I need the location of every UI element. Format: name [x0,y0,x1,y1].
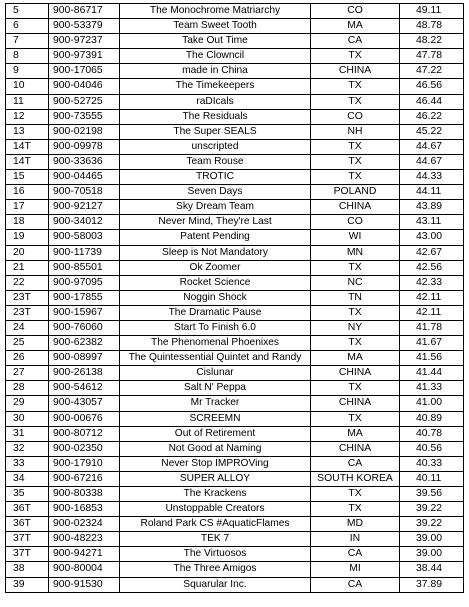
score-cell: 37.89 [400,577,464,592]
team-name-cell: unscripted [120,139,311,154]
team-name-cell: The Dramatic Pause [120,305,311,320]
location-cell: TX [311,411,400,426]
team-name-cell: The Three Amigos [120,562,311,577]
location-cell: TX [311,381,400,396]
location-cell: TX [311,170,400,185]
table-row [6,245,464,260]
location-cell: MD [311,517,400,532]
table-row [6,290,464,305]
location-cell: CHINA [311,366,400,381]
rank-cell: 13 [6,124,49,139]
score-cell: 41.44 [400,366,464,381]
team-id-cell: 900-91530 [49,577,120,592]
score-cell: 39.22 [400,502,464,517]
score-cell: 39.00 [400,547,464,562]
rank-cell: 17 [6,200,49,215]
team-id-cell: 900-17910 [49,456,120,471]
table-row [6,230,464,245]
team-name-cell: Squarular Inc. [120,577,311,592]
table-row [6,49,464,64]
team-name-cell: Unstoppable Creators [120,502,311,517]
team-name-cell: The Virtuosos [120,547,311,562]
team-id-cell: 900-94271 [49,547,120,562]
team-name-cell: made in China [120,64,311,79]
score-cell: 49.11 [400,4,464,19]
rank-cell: 14T [6,139,49,154]
table-row [6,487,464,502]
table-row [6,109,464,124]
score-cell: 43.89 [400,200,464,215]
location-cell: TX [311,487,400,502]
team-id-cell: 900-26138 [49,366,120,381]
table-row [6,200,464,215]
team-name-cell: Sky Dream Team [120,200,311,215]
team-id-cell: 900-58003 [49,230,120,245]
table-row [6,139,464,154]
team-name-cell: Out of Retirement [120,426,311,441]
rank-cell: 30 [6,411,49,426]
score-cell: 42.33 [400,275,464,290]
rank-cell: 15 [6,170,49,185]
score-cell: 41.78 [400,320,464,335]
rank-cell: 20 [6,245,49,260]
table-row [6,185,464,200]
table-row [6,320,464,335]
team-name-cell: Not Good at Naming [120,441,311,456]
rank-cell: 10 [6,79,49,94]
team-id-cell: 900-04465 [49,170,120,185]
team-name-cell: The Clowncil [120,49,311,64]
score-cell: 42.67 [400,245,464,260]
table-row [6,411,464,426]
table-row [6,215,464,230]
team-name-cell: Noggin Shock [120,290,311,305]
table-row [6,305,464,320]
team-id-cell: 900-17855 [49,290,120,305]
location-cell: TX [311,305,400,320]
location-cell: TX [311,139,400,154]
location-cell: SOUTH KOREA [311,471,400,486]
team-id-cell: 900-67216 [49,471,120,486]
score-cell: 47.22 [400,64,464,79]
table-row [6,4,464,19]
table-row [6,562,464,577]
table-row [6,34,464,49]
score-cell: 40.11 [400,471,464,486]
score-cell: 42.11 [400,290,464,305]
score-cell: 45.22 [400,124,464,139]
team-name-cell: Ok Zoomer [120,260,311,275]
location-cell: CHINA [311,200,400,215]
table-row [6,381,464,396]
team-name-cell: SCREEMN [120,411,311,426]
rank-cell: 32 [6,441,49,456]
team-id-cell: 900-62382 [49,336,120,351]
location-cell: CA [311,34,400,49]
location-cell: MI [311,562,400,577]
rank-cell: 27 [6,366,49,381]
results-table-body [6,4,464,593]
rank-cell: 21 [6,260,49,275]
score-cell: 39.00 [400,532,464,547]
team-name-cell: The Residuals [120,109,311,124]
rank-cell: 22 [6,275,49,290]
score-cell: 39.22 [400,517,464,532]
location-cell: IN [311,532,400,547]
team-name-cell: TEK 7 [120,532,311,547]
team-id-cell: 900-97391 [49,49,120,64]
rank-cell: 33 [6,456,49,471]
rank-cell: 36T [6,517,49,532]
team-id-cell: 900-92127 [49,200,120,215]
rank-cell: 37T [6,547,49,562]
team-id-cell: 900-04046 [49,79,120,94]
location-cell: CA [311,577,400,592]
team-id-cell: 900-02198 [49,124,120,139]
location-cell: CHINA [311,64,400,79]
rank-cell: 36T [6,502,49,517]
rank-cell: 9 [6,64,49,79]
location-cell: CHINA [311,441,400,456]
location-cell: CO [311,4,400,19]
team-name-cell: Never Stop IMPROVing [120,456,311,471]
team-id-cell: 900-08997 [49,351,120,366]
score-cell: 40.89 [400,411,464,426]
team-name-cell: Team Rouse [120,154,311,169]
table-row [6,532,464,547]
table-row [6,396,464,411]
team-name-cell: The Phenomenal Phoenixes [120,336,311,351]
score-cell: 48.78 [400,19,464,34]
table-row [6,426,464,441]
score-cell: 44.67 [400,139,464,154]
score-cell: 46.22 [400,109,464,124]
table-row [6,154,464,169]
table-row [6,577,464,592]
rank-cell: 39 [6,577,49,592]
team-id-cell: 900-02350 [49,441,120,456]
score-cell: 41.56 [400,351,464,366]
team-name-cell: Team Sweet Tooth [120,19,311,34]
location-cell: TN [311,290,400,305]
table-row [6,502,464,517]
table-row [6,366,464,381]
score-cell: 38.44 [400,562,464,577]
table-row [6,336,464,351]
location-cell: TX [311,79,400,94]
team-name-cell: The Krackens [120,487,311,502]
rank-cell: 38 [6,562,49,577]
rank-cell: 29 [6,396,49,411]
rank-cell: 16 [6,185,49,200]
table-row [6,351,464,366]
score-cell: 41.33 [400,381,464,396]
rank-cell: 37T [6,532,49,547]
team-id-cell: 900-00676 [49,411,120,426]
score-cell: 41.00 [400,396,464,411]
table-row [6,441,464,456]
table-row [6,275,464,290]
table-row [6,547,464,562]
score-cell: 40.56 [400,441,464,456]
team-id-cell: 900-15967 [49,305,120,320]
table-row [6,456,464,471]
team-id-cell: 900-85501 [49,260,120,275]
rank-cell: 23T [6,305,49,320]
score-cell: 40.78 [400,426,464,441]
score-cell: 41.67 [400,336,464,351]
team-id-cell: 900-80338 [49,487,120,502]
score-cell: 43.00 [400,230,464,245]
rank-cell: 24 [6,320,49,335]
team-id-cell: 900-11739 [49,245,120,260]
team-name-cell: Sleep is Not Mandatory [120,245,311,260]
team-id-cell: 900-73555 [49,109,120,124]
team-id-cell: 900-54612 [49,381,120,396]
team-name-cell: Start To Finish 6.0 [120,320,311,335]
team-name-cell: Mr Tracker [120,396,311,411]
rank-cell: 8 [6,49,49,64]
rank-cell: 14T [6,154,49,169]
rank-cell: 11 [6,94,49,109]
score-cell: 48.22 [400,34,464,49]
location-cell: CHINA [311,396,400,411]
rank-cell: 34 [6,471,49,486]
team-id-cell: 900-17065 [49,64,120,79]
team-id-cell: 900-80712 [49,426,120,441]
table-row [6,170,464,185]
table-row [6,260,464,275]
location-cell: CA [311,547,400,562]
rank-cell: 6 [6,19,49,34]
location-cell: TX [311,154,400,169]
team-name-cell: Salt N' Peppa [120,381,311,396]
score-cell: 40.33 [400,456,464,471]
team-name-cell: SUPER ALLOY [120,471,311,486]
team-name-cell: The Quintessential Quintet and Randy [120,351,311,366]
location-cell: MN [311,245,400,260]
team-id-cell: 900-80004 [49,562,120,577]
rank-cell: 18 [6,215,49,230]
score-cell: 44.11 [400,185,464,200]
location-cell: CA [311,456,400,471]
team-name-cell: The Monochrome Matriarchy [120,4,311,19]
team-name-cell: Rocket Science [120,275,311,290]
rank-cell: 31 [6,426,49,441]
team-name-cell: Cislunar [120,366,311,381]
team-id-cell: 900-52725 [49,94,120,109]
location-cell: MA [311,19,400,34]
team-id-cell: 900-76060 [49,320,120,335]
team-id-cell: 900-97095 [49,275,120,290]
rank-cell: 28 [6,381,49,396]
team-id-cell: 900-33636 [49,154,120,169]
team-name-cell: Seven Days [120,185,311,200]
rank-cell: 23T [6,290,49,305]
team-name-cell: The Timekeepers [120,79,311,94]
rank-cell: 5 [6,4,49,19]
location-cell: POLAND [311,185,400,200]
location-cell: MA [311,426,400,441]
team-id-cell: 900-53379 [49,19,120,34]
score-cell: 46.44 [400,94,464,109]
location-cell: NH [311,124,400,139]
rank-cell: 35 [6,487,49,502]
rank-cell: 25 [6,336,49,351]
team-id-cell: 900-97237 [49,34,120,49]
score-cell: 46.56 [400,79,464,94]
table-row [6,124,464,139]
score-cell: 39.56 [400,487,464,502]
team-id-cell: 900-34012 [49,215,120,230]
team-id-cell: 900-48223 [49,532,120,547]
rank-cell: 7 [6,34,49,49]
location-cell: CO [311,109,400,124]
team-name-cell: Never Mind, They're Last [120,215,311,230]
rank-cell: 19 [6,230,49,245]
rank-cell: 26 [6,351,49,366]
team-id-cell: 900-43057 [49,396,120,411]
location-cell: TX [311,502,400,517]
team-id-cell: 900-70518 [49,185,120,200]
team-id-cell: 900-09978 [49,139,120,154]
results-sheet [5,3,464,593]
results-table [5,3,464,593]
table-row [6,19,464,34]
score-cell: 44.67 [400,154,464,169]
table-row [6,64,464,79]
location-cell: TX [311,336,400,351]
team-id-cell: 900-86717 [49,4,120,19]
score-cell: 47.78 [400,49,464,64]
location-cell: TX [311,94,400,109]
rank-cell: 12 [6,109,49,124]
team-id-cell: 900-16853 [49,502,120,517]
team-name-cell: Take Out Time [120,34,311,49]
location-cell: TX [311,49,400,64]
score-cell: 43.11 [400,215,464,230]
table-row [6,79,464,94]
table-row [6,517,464,532]
location-cell: CO [311,215,400,230]
table-row [6,94,464,109]
team-name-cell: raDIcals [120,94,311,109]
location-cell: NC [311,275,400,290]
score-cell: 42.11 [400,305,464,320]
team-id-cell: 900-02324 [49,517,120,532]
location-cell: WI [311,230,400,245]
team-name-cell: Patent Pending [120,230,311,245]
location-cell: MA [311,351,400,366]
location-cell: TX [311,260,400,275]
team-name-cell: Roland Park CS #AquaticFlames [120,517,311,532]
location-cell: NY [311,320,400,335]
table-row [6,471,464,486]
score-cell: 44.33 [400,170,464,185]
team-name-cell: The Super SEALS [120,124,311,139]
team-name-cell: TROTIC [120,170,311,185]
score-cell: 42.56 [400,260,464,275]
